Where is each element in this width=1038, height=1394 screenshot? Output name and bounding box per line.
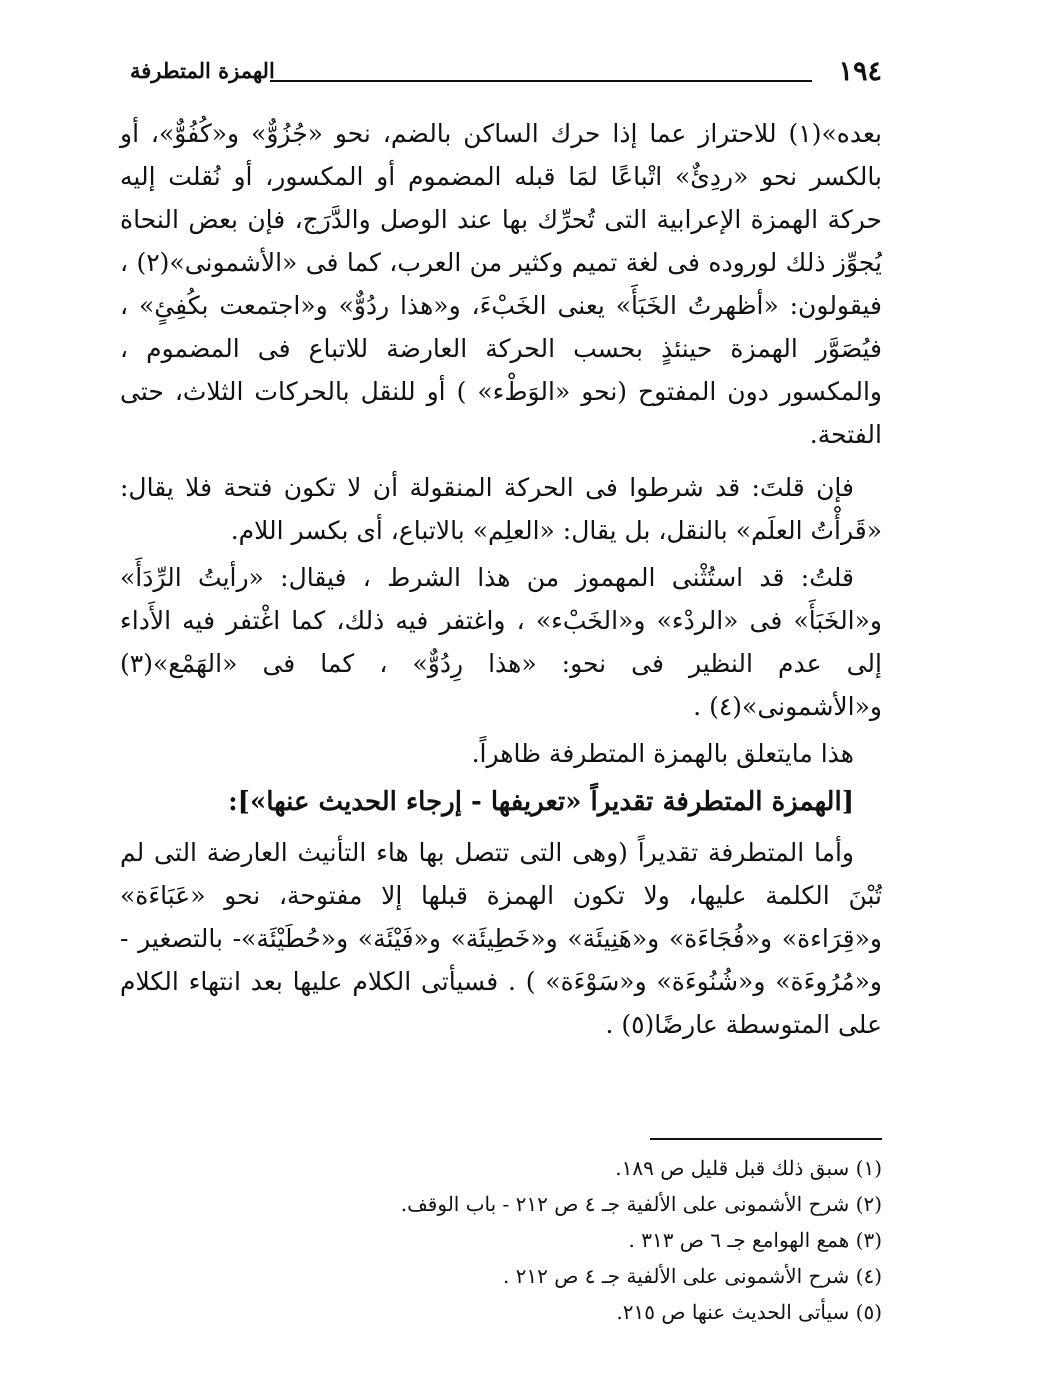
footnote-5: (٥) سيأتى الحديث عنها ص ٢١٥. <box>616 1300 882 1324</box>
section-heading: [الهمزة المتطرفة تقديراً «تعريفها - إرجاء الحديث عنها»]: <box>228 787 854 817</box>
footnote-1: (١) سبق ذلك قبل قليل ص ١٨٩. <box>615 1156 882 1180</box>
paragraph-5: وأما المتطرفة تقديراً (وهى التى تتصل بها هاء التأنيث العارضة التى لم تُبْنَ الكلمة عليها، ولا تكون الهمزة قبلها إلا مفتوحة، نحو «عَبَاءَة» و«قِرَاءة» و«فُجَاءَة» و«هَنِيئَة» و«خَطِيئَة» و«فَيْئَة» و«حُطَيْئَة»- بالتصغير - و«مُرُوءَة» و«شُنُوءَة» و«سَوْءَة» ) . فسيأتى الكلام عليها بعد انتهاء الكلام على المتوسطة عارضًا(٥) . <box>120 838 882 1039</box>
paragraph-1: بعده»(١) للاحتراز عما إذا حرك الساكن بالضم، نحو «جُزُوٌّ» و«كُفُوٌّ»، أو بالكسر نحو «ردِئٌ» اتْباعًا لمَا قبله المضموم أو المكسور، أو نُقلت إليه حركة الهمزة الإعرابية التى تُحرِّك بها عند الوصل والدَّرَج، فإن بعض النحاة يُجوِّز ذلك لوروده فى لغة تميم وكثير من العرب، كما فى «الأشمونى»(٢) ، فيقولون: «أظهرتُ الخَبَأَ» يعنى الخَبْءَ، و«هذا ردُوٌّ» و«اجتمعت بكُفِئٍ» ، فيُصَوَّر الهمزة حينئذٍ بحسب الحركة العارضة للاتباع فى المضموم ، والمكسور دون المفتوح (نحو «الوَطْء» ) أو للنقل بالحركات الثلاث، حتى الفتحة. <box>120 119 882 449</box>
footnotes <box>150 1150 882 1330</box>
footnote-3: (٣) همع الهوامع جـ ٦ ص ٣١٣ . <box>628 1228 882 1252</box>
main-text <box>120 112 882 1046</box>
footnote-2: (٢) شرح الأشمونى على الألفية جـ ٤ ص ٢١٢ - باب الوقف. <box>400 1192 882 1216</box>
paragraph-3: قلتُ: قد استُثْنى المهموز من هذا الشرط ، فيقال: «رأيتُ الرِّدَأَ» و«الخَبَأَ» فى «الردْء» و«الخَبْء» ، واغتفر فيه ذلك، كما اغْتفر فيه الأَداء إلى عدم النظير فى نحو: «هذا رِدُوٌّ» ، كما فى «الهَمْع»(٣) و«الأشمونى»(٤) . <box>120 563 882 721</box>
paragraph-4: هذا مايتعلق بالهمزة المتطرفة ظاهراً. <box>471 739 854 768</box>
running-header <box>130 56 882 96</box>
running-title: الهمزة المتطرفة <box>130 58 275 83</box>
header-rule <box>270 80 812 82</box>
footnote-separator <box>650 1138 882 1140</box>
paragraph-2: فإن قلتَ: قد شرطوا فى الحركة المنقولة أن لا تكون فتحة فلا يقال: «قَرأْتُ العلَم» بالنقل، بل يقال: «العلِم» بالاتباع، أى بكسر اللام. <box>120 473 882 545</box>
footnote-4: (٤) شرح الأشمونى على الألفية جـ ٤ ص ٢١٢ . <box>502 1264 882 1288</box>
page-number: ١٩٤ <box>838 56 882 87</box>
